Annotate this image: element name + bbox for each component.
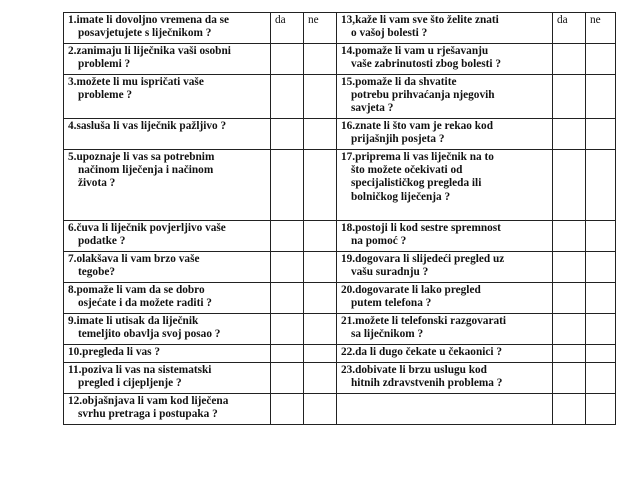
- question-text: 16.znate li što vam je rekao kod: [341, 120, 493, 132]
- no-answer-cell[interactable]: [586, 44, 616, 75]
- question-right: [337, 221, 553, 252]
- question-right: [337, 44, 553, 75]
- no-answer-cell[interactable]: [304, 252, 337, 283]
- question-text: 20.dogovarate li lako pregled: [341, 284, 481, 296]
- table-row: [64, 44, 616, 75]
- no-column-header: ne: [586, 13, 616, 44]
- question-text: 17.priprema li vas liječnik na to: [341, 151, 494, 163]
- yes-answer-cell[interactable]: [271, 221, 304, 252]
- no-answer-cell[interactable]: [586, 363, 616, 394]
- question-left: [64, 394, 271, 425]
- no-answer-cell[interactable]: [586, 150, 616, 221]
- question-text: 1.imate li dovoljno vremena da se: [68, 14, 230, 26]
- question-text-continuation: na pomoć ?: [351, 235, 407, 248]
- question-text-continuation: o vašoj bolesti ?: [351, 27, 428, 40]
- question-text-continuation: potrebu prihvaćanja njegovih: [351, 89, 495, 102]
- table-row: [64, 345, 616, 363]
- question-right: [337, 150, 553, 221]
- no-column-header: ne: [304, 13, 337, 44]
- table-row: [64, 283, 616, 314]
- yes-column-header: da: [271, 13, 304, 44]
- question-text-continuation: sa liječnikom ?: [351, 328, 424, 341]
- questionnaire-table: [63, 12, 616, 425]
- question-left: [64, 252, 271, 283]
- yes-answer-cell[interactable]: [271, 119, 304, 150]
- yes-column-header: da: [553, 13, 586, 44]
- yes-answer-cell[interactable]: [553, 314, 586, 345]
- no-answer-cell[interactable]: [304, 150, 337, 221]
- yes-answer-cell[interactable]: [271, 363, 304, 394]
- question-text-continuation: načinom liječenja i načinom: [78, 164, 214, 177]
- question-text: 7.olakšava li vam brzo vaše: [68, 253, 200, 265]
- question-text-continuation: hitnih zdravstvenih problema ?: [351, 377, 503, 390]
- question-text: 18.postoji li kod sestre spremnost: [341, 222, 501, 234]
- table-row: [64, 150, 616, 221]
- yes-answer-cell[interactable]: [553, 345, 586, 363]
- question-text: 11.poziva li vas na sistematski: [68, 364, 212, 376]
- table-row: [64, 13, 616, 44]
- yes-answer-cell[interactable]: [553, 150, 586, 221]
- question-right: [337, 345, 553, 363]
- no-answer-cell[interactable]: [586, 345, 616, 363]
- question-text-continuation: vaše zabrinutosti zbog bolesti ?: [351, 58, 501, 71]
- question-right: [337, 363, 553, 394]
- question-left: [64, 75, 271, 119]
- table-row: [64, 119, 616, 150]
- question-right: [337, 13, 553, 44]
- no-answer-cell[interactable]: [586, 394, 616, 425]
- yes-answer-cell[interactable]: [553, 221, 586, 252]
- question-text-continuation: pregled i cijepljenje ?: [78, 377, 182, 390]
- question-text-continuation: posavjetujete s liječnikom ?: [78, 27, 212, 40]
- question-text-continuation: vašu suradnju ?: [351, 266, 429, 279]
- yes-answer-cell[interactable]: [271, 283, 304, 314]
- no-answer-cell[interactable]: [586, 221, 616, 252]
- no-answer-cell[interactable]: [586, 75, 616, 119]
- question-text-continuation: života ?: [78, 177, 116, 190]
- question-text-continuation: osjećate i da možete raditi ?: [78, 297, 212, 310]
- table-row: [64, 221, 616, 252]
- question-left: [64, 363, 271, 394]
- table-row: [64, 252, 616, 283]
- yes-answer-cell[interactable]: [553, 75, 586, 119]
- question-text-continuation: probleme ?: [78, 89, 133, 102]
- table-row: [64, 394, 616, 425]
- table-row: [64, 363, 616, 394]
- question-left: [64, 119, 271, 150]
- question-text: 19.dogovara li slijedeći pregled uz: [341, 253, 505, 265]
- no-answer-cell[interactable]: [304, 394, 337, 425]
- question-text: 12.objašnjava li vam kod liječena: [68, 395, 229, 407]
- question-text-continuation: temeljito obavlja svoj posao ?: [78, 328, 221, 341]
- question-text-continuation: bolničkog liječenja ?: [351, 190, 451, 203]
- question-text-continuation: podatke ?: [78, 235, 126, 248]
- question-text: 21.možete li telefonski razgovarati: [341, 315, 507, 327]
- table-row: [64, 314, 616, 345]
- question-text: 15.pomaže li da shvatite: [341, 76, 457, 88]
- question-text-continuation: putem telefona ?: [351, 297, 432, 310]
- question-left: [64, 221, 271, 252]
- question-text-continuation: savjeta ?: [351, 102, 394, 115]
- question-text: 23.dobivate li brzu uslugu kod: [341, 364, 487, 376]
- question-right: [337, 314, 553, 345]
- yes-answer-cell[interactable]: [271, 150, 304, 221]
- no-answer-cell[interactable]: [304, 221, 337, 252]
- yes-answer-cell[interactable]: [553, 44, 586, 75]
- no-answer-cell[interactable]: [586, 252, 616, 283]
- yes-answer-cell[interactable]: [271, 345, 304, 363]
- no-answer-cell[interactable]: [304, 314, 337, 345]
- question-text: 22.da li dugo čekate u čekaonici ?: [341, 346, 502, 358]
- yes-answer-cell[interactable]: [271, 44, 304, 75]
- no-answer-cell[interactable]: [304, 119, 337, 150]
- no-answer-cell[interactable]: [304, 283, 337, 314]
- yes-answer-cell[interactable]: [553, 252, 586, 283]
- question-text: 13,kaže li vam sve što želite znati: [341, 14, 499, 26]
- question-text: 4.sasluša li vas liječnik pažljivo ?: [68, 120, 227, 132]
- question-text-continuation: što možete očekivati od: [351, 164, 463, 177]
- question-left: [64, 283, 271, 314]
- question-right: [337, 394, 553, 425]
- question-text: 6.čuva li liječnik povjerljivo vaše: [68, 222, 226, 234]
- question-text-continuation: svrhu pretraga i postupaka ?: [78, 408, 218, 421]
- question-text-continuation: tegobe?: [78, 266, 116, 279]
- no-answer-cell[interactable]: [304, 75, 337, 119]
- yes-answer-cell[interactable]: [271, 75, 304, 119]
- question-text: 3.možete li mu ispričati vaše: [68, 76, 204, 88]
- questionnaire-body: [64, 13, 616, 425]
- yes-answer-cell[interactable]: [553, 394, 586, 425]
- question-text: 5.upoznaje li vas sa potrebnim: [68, 151, 215, 163]
- question-right: [337, 119, 553, 150]
- question-left: [64, 314, 271, 345]
- yes-answer-cell[interactable]: [271, 394, 304, 425]
- table-row: [64, 75, 616, 119]
- question-right: [337, 283, 553, 314]
- question-left: [64, 345, 271, 363]
- question-text-continuation: problemi ?: [78, 58, 131, 71]
- no-answer-cell[interactable]: [586, 283, 616, 314]
- question-text: 8.pomaže li vam da se dobro: [68, 284, 205, 296]
- yes-answer-cell[interactable]: [553, 119, 586, 150]
- yes-answer-cell[interactable]: [271, 252, 304, 283]
- yes-answer-cell[interactable]: [271, 314, 304, 345]
- question-text: 9.imate li utisak da liječnik: [68, 315, 199, 327]
- question-left: [64, 44, 271, 75]
- question-text: 2.zanimaju li liječnika vaši osobni: [68, 45, 231, 57]
- question-text-continuation: prijašnjih posjeta ?: [351, 133, 445, 146]
- yes-answer-cell[interactable]: [553, 283, 586, 314]
- question-right: [337, 75, 553, 119]
- question-left: [64, 13, 271, 44]
- no-answer-cell[interactable]: [304, 345, 337, 363]
- question-text: 10.pregleda li vas ?: [68, 346, 161, 358]
- question-right: [337, 252, 553, 283]
- question-text-continuation: specijalističkog pregleda ili: [351, 177, 482, 190]
- no-answer-cell[interactable]: [586, 119, 616, 150]
- no-answer-cell[interactable]: [304, 363, 337, 394]
- question-text: 14.pomaže li vam u rješavanju: [341, 45, 489, 57]
- no-answer-cell[interactable]: [586, 314, 616, 345]
- no-answer-cell[interactable]: [304, 44, 337, 75]
- yes-answer-cell[interactable]: [553, 363, 586, 394]
- question-left: [64, 150, 271, 221]
